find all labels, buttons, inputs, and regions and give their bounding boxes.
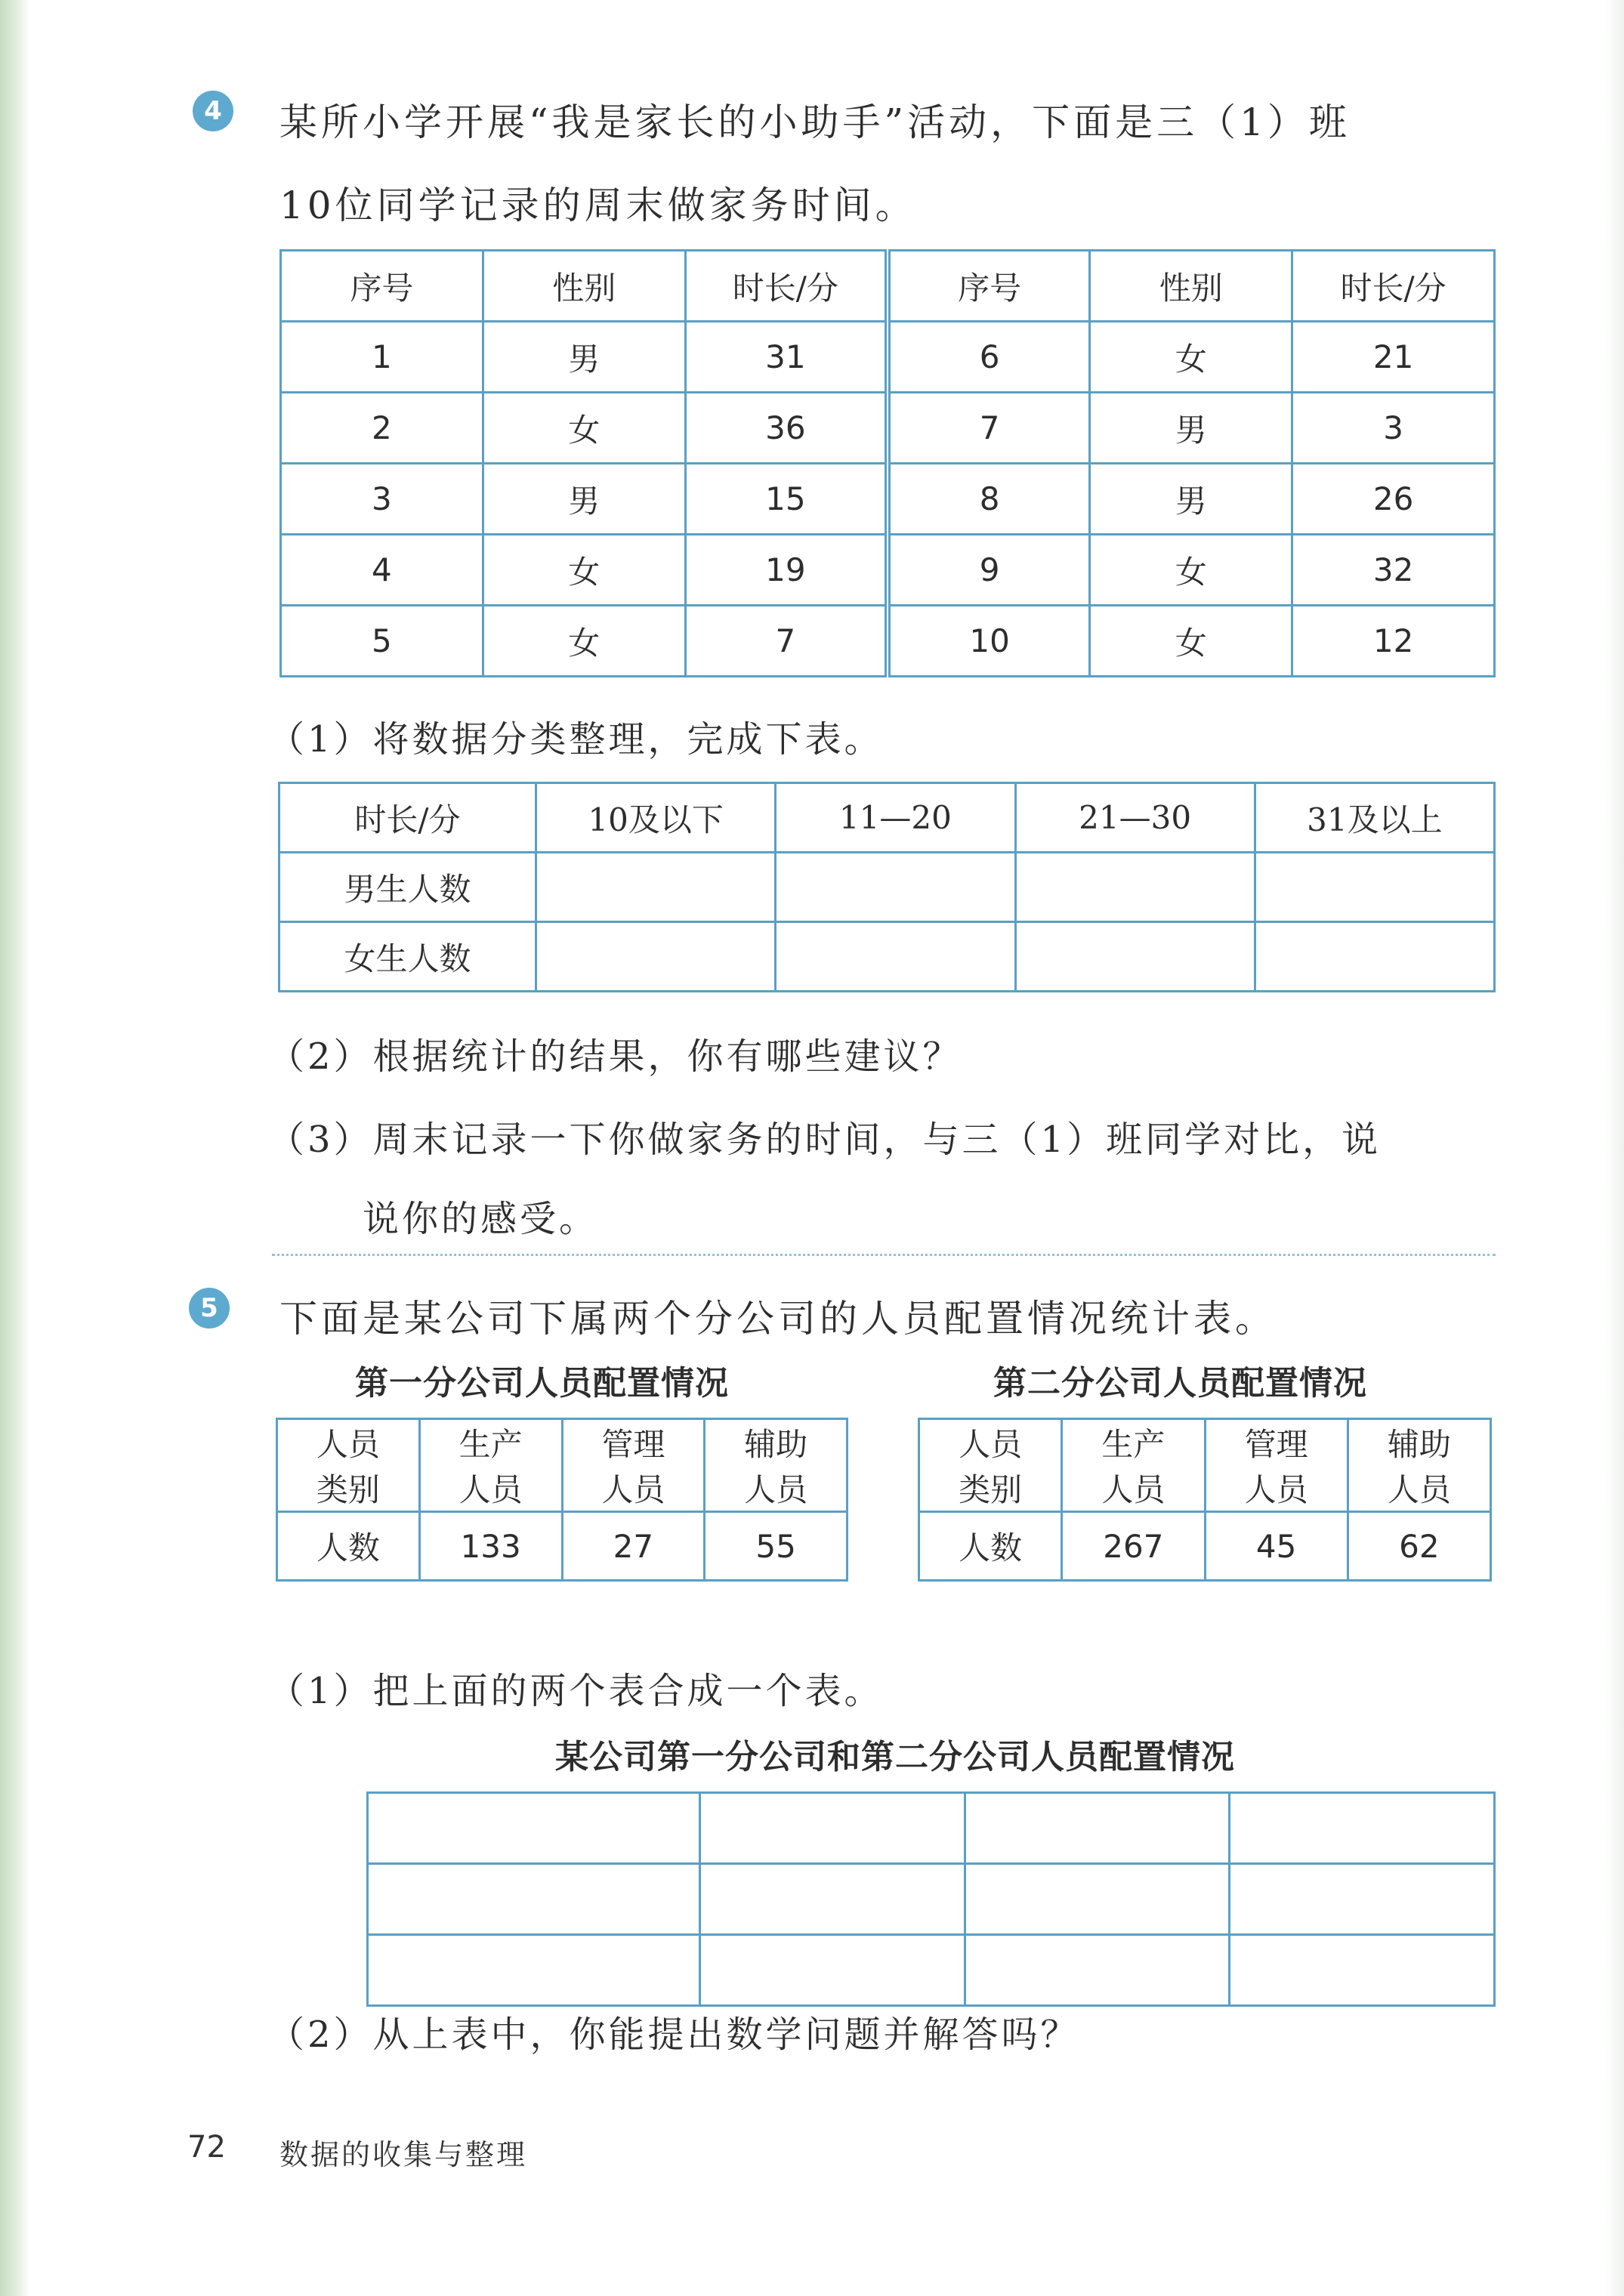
header-cell: 性别 <box>483 251 685 322</box>
answer-cell[interactable] <box>776 853 1015 922</box>
table-cell: 32 <box>1292 535 1495 606</box>
row-label-cell: 女生人数 <box>279 922 536 992</box>
table-cell: 6 <box>888 322 1090 393</box>
answer-cell[interactable] <box>776 922 1015 992</box>
problem-5-question-2: （2）从上表中，你能提出数学问题并解答吗？ <box>268 2014 1080 2056</box>
header-line: 人员 <box>316 1426 380 1463</box>
table-b-caption: 第二分公司人员配置情况 <box>993 1364 1367 1403</box>
answer-cell[interactable] <box>965 1864 1230 1935</box>
problem-5-intro: 下面是某公司下属两个分公司的人员配置情况统计表。 <box>279 1297 1277 1341</box>
header-cell: 序号 <box>888 251 1090 322</box>
table-cell: 12 <box>1292 606 1495 677</box>
table-cell: 3 <box>281 464 483 535</box>
table-cell: 女 <box>483 606 685 677</box>
table-cell: 45 <box>1205 1512 1348 1581</box>
table-cell: 267 <box>1062 1512 1205 1581</box>
header-cell: 时长/分 <box>685 251 888 322</box>
table-row <box>281 606 1495 677</box>
row-label-cell: 男生人数 <box>279 853 536 922</box>
header-line: 辅助 <box>744 1426 808 1463</box>
table-cell: 133 <box>419 1512 562 1581</box>
table-row <box>281 393 1495 464</box>
branch-2-table <box>918 1418 1492 1582</box>
table-cell: 女 <box>483 535 685 606</box>
table-cell: 男 <box>483 322 685 393</box>
section-divider <box>272 1254 1496 1256</box>
table-cell: 男 <box>1090 464 1292 535</box>
header-line: 辅助 <box>1387 1426 1451 1463</box>
table-cell: 9 <box>888 535 1090 606</box>
header-cell: 性别 <box>1090 251 1292 322</box>
table-cell: 21 <box>1292 322 1495 393</box>
header-line: 人员 <box>458 1471 523 1508</box>
header-cell <box>419 1419 562 1512</box>
header-cell: 序号 <box>281 251 483 322</box>
table-cell: 36 <box>685 393 888 464</box>
table-cell: 10 <box>888 606 1090 677</box>
table-cell: 女 <box>483 393 685 464</box>
answer-cell[interactable] <box>700 1864 965 1935</box>
table-row <box>281 535 1495 606</box>
problem-5-badge: 5 <box>189 1288 230 1329</box>
table-row <box>919 1419 1491 1512</box>
problem-4-question-3-line2: 说你的感受。 <box>363 1198 599 1240</box>
problem-5-question-1: （1）把上面的两个表合成一个表。 <box>268 1670 884 1712</box>
header-line: 人员 <box>1244 1471 1308 1508</box>
table-row <box>368 1864 1495 1935</box>
table-cell: 7 <box>685 606 888 677</box>
table-row <box>281 464 1495 535</box>
header-cell <box>277 1419 420 1512</box>
page-right-edge <box>1604 0 1624 2296</box>
summary-header-row <box>279 783 1495 853</box>
table-cell: 19 <box>685 535 888 606</box>
table-cell: 26 <box>1292 464 1495 535</box>
answer-cell[interactable] <box>965 1793 1230 1864</box>
answer-cell[interactable] <box>700 1793 965 1864</box>
answer-cell[interactable] <box>700 1935 965 2006</box>
table-row <box>277 1512 848 1581</box>
table-row <box>919 1512 1491 1581</box>
header-line: 人员 <box>601 1471 665 1508</box>
header-cell <box>562 1419 705 1512</box>
answer-cell[interactable] <box>1230 1935 1495 2006</box>
answer-cell[interactable] <box>1255 922 1494 992</box>
header-cell: 11—20 <box>776 783 1015 853</box>
table-row <box>279 922 1495 992</box>
problem-4-line2: 10位同学记录的周末做家务时间。 <box>279 184 917 227</box>
table-cell: 女 <box>1090 606 1292 677</box>
problem-4-question-1: （1）将数据分类整理，完成下表。 <box>268 718 884 761</box>
header-line: 人员 <box>1387 1471 1451 1508</box>
row-label-cell: 人数 <box>277 1512 420 1581</box>
header-cell <box>705 1419 848 1512</box>
table-cell: 2 <box>281 393 483 464</box>
combined-table-caption: 某公司第一分公司和第二分公司人员配置情况 <box>555 1738 1235 1776</box>
table-row <box>281 322 1495 393</box>
answer-cell[interactable] <box>1015 853 1255 922</box>
answer-cell[interactable] <box>1230 1793 1495 1864</box>
table-cell: 女 <box>1090 322 1292 393</box>
header-line: 人员 <box>744 1471 808 1508</box>
header-line: 管理 <box>601 1426 665 1463</box>
table-row <box>368 1793 1495 1864</box>
table-cell: 女 <box>1090 535 1292 606</box>
table-cell: 62 <box>1348 1512 1490 1581</box>
answer-cell[interactable] <box>368 1864 700 1935</box>
header-line: 类别 <box>316 1471 380 1508</box>
table-cell: 7 <box>888 393 1090 464</box>
header-cell: 时长/分 <box>1292 251 1495 322</box>
header-cell: 10及以下 <box>536 783 776 853</box>
header-line: 人员 <box>959 1426 1023 1463</box>
table-cell: 15 <box>685 464 888 535</box>
header-cell <box>1062 1419 1205 1512</box>
header-line: 类别 <box>959 1471 1023 1508</box>
problem-4-badge: 4 <box>193 91 233 131</box>
table-cell: 1 <box>281 322 483 393</box>
answer-cell[interactable] <box>1230 1864 1495 1935</box>
branch-1-table <box>276 1418 848 1582</box>
problem-4-question-2: （2）根据统计的结果，你有哪些建议？ <box>268 1035 962 1078</box>
table-row <box>277 1419 848 1512</box>
summary-table <box>278 782 1496 992</box>
header-line: 人员 <box>1101 1471 1166 1508</box>
table-cell: 8 <box>888 464 1090 535</box>
header-cell <box>1205 1419 1348 1512</box>
row-label-cell: 人数 <box>919 1512 1062 1581</box>
table-row <box>368 1935 1495 2006</box>
answer-cell[interactable] <box>1255 853 1494 922</box>
header-cell <box>919 1419 1062 1512</box>
header-cell: 31及以上 <box>1255 783 1494 853</box>
table-cell: 男 <box>1090 393 1292 464</box>
table-cell: 27 <box>562 1512 705 1581</box>
header-line: 生产 <box>458 1426 523 1463</box>
header-cell: 时长/分 <box>279 783 536 853</box>
header-line: 管理 <box>1244 1426 1308 1463</box>
records-header-row <box>281 251 1495 322</box>
section-title: 数据的收集与整理 <box>279 2138 528 2171</box>
header-cell: 21—30 <box>1015 783 1255 853</box>
records-table <box>279 249 1496 677</box>
table-cell: 5 <box>281 606 483 677</box>
table-cell: 4 <box>281 535 483 606</box>
answer-cell[interactable] <box>536 922 776 992</box>
answer-cell[interactable] <box>1015 922 1255 992</box>
table-cell: 55 <box>705 1512 848 1581</box>
header-cell <box>1348 1419 1490 1512</box>
answer-cell[interactable] <box>368 1935 700 2006</box>
table-cell: 31 <box>685 322 888 393</box>
problem-4-line1: 某所小学开展“我是家长的小助手”活动，下面是三（1）班 <box>279 100 1351 144</box>
problem-4-question-3-line1: （3）周末记录一下你做家务的时间，与三（1）班同学对比，说 <box>268 1119 1382 1161</box>
table-a-caption: 第一分公司人员配置情况 <box>355 1364 729 1403</box>
combined-table <box>366 1791 1496 2007</box>
answer-cell[interactable] <box>368 1793 700 1864</box>
answer-cell[interactable] <box>536 853 776 922</box>
table-row <box>279 853 1495 922</box>
header-line: 生产 <box>1101 1426 1166 1463</box>
page-left-edge <box>0 0 30 2296</box>
table-cell: 男 <box>483 464 685 535</box>
answer-cell[interactable] <box>965 1935 1230 2006</box>
table-cell: 3 <box>1292 393 1495 464</box>
page-number: 72 <box>187 2130 226 2165</box>
